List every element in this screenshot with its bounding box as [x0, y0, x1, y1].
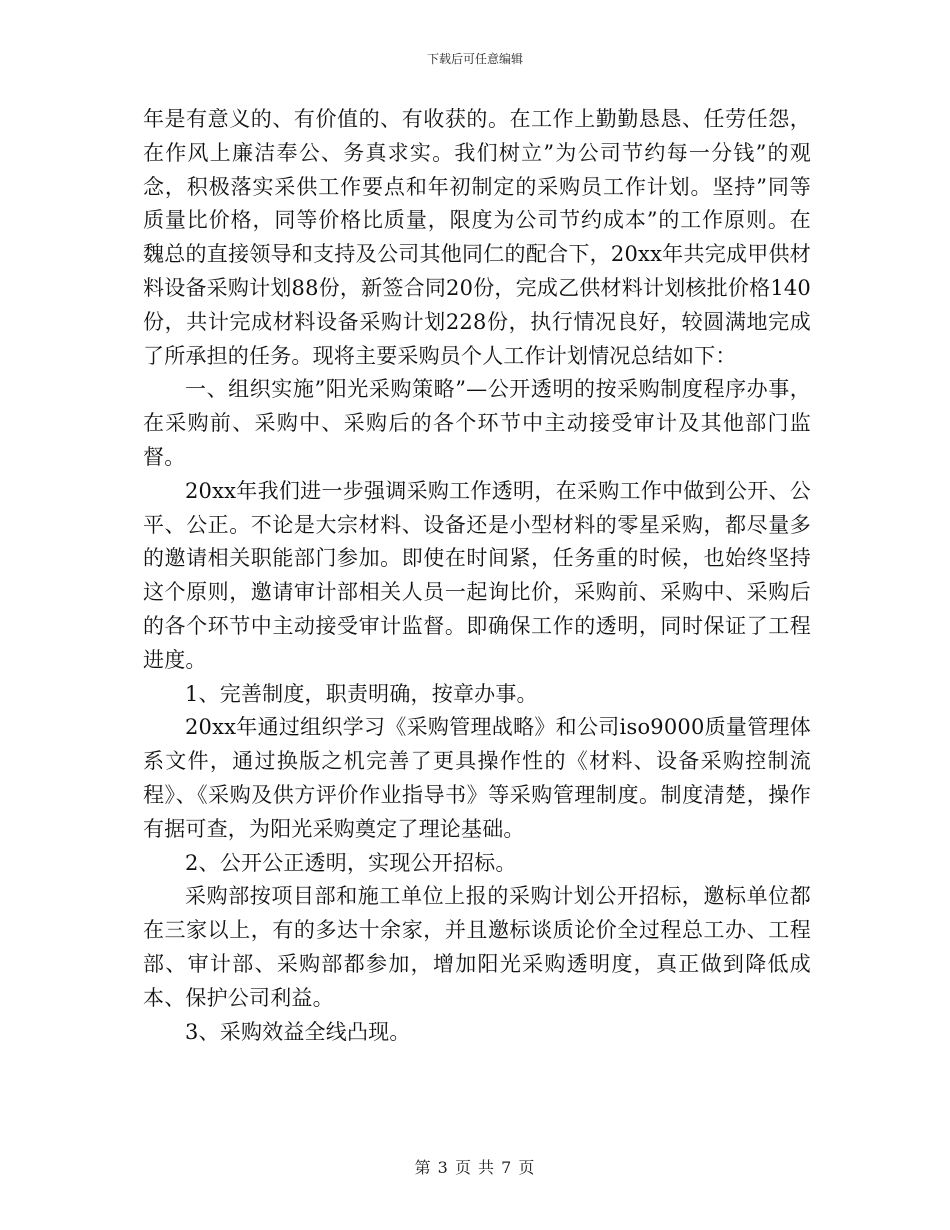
paragraph-6: 2、公开公正透明，实现公开招标。: [185, 850, 517, 875]
paragraph-1: 年是有意义的、有价值的、有收获的。在工作上勤勤恳恳、任劳任怨，在作风上廉洁奉公、务真求实。我们树立”为公司节约每一分钱”的观念，积极落实采供工作要点和年初制定的采购员工作计划。坚持”同等质量比价格，同等价格比质量，限度为公司节约成本”的工作原则。在魏总的直接领导和支持及公司其他同仁的配合下，20xx年共完成甲供材料设备采购计划88份，新签合同20份，完成乙供材料计划核批价格140份，共计完成材料设备采购计划228份，执行情况良好，较圆满地完成了所承担的任务。现将主要采购员个人工作计划情况总结如下：: [143, 107, 811, 368]
page-number-footer: 第 3 页 共 7 页: [414, 1158, 536, 1177]
paragraph-4: 1、完善制度，职责明确，按章办事。: [185, 681, 538, 706]
page-header: 下载后可任意编辑: [426, 52, 523, 66]
paragraph-2: 一、组织实施”阳光采购策略”—公开透明的按采购制度程序办事，在采购前、采购中、采购后的各个环节中主动接受审计及其他部门监督。: [143, 377, 811, 469]
paragraph-3: 20xx年我们进一步强调采购工作透明，在采购工作中做到公开、公平、公正。不论是大宗材料、设备还是小型材料的零星采购，都尽量多的邀请相关职能部门参加。即使在时间紧，任务重的时候，也始终坚持这个原则，邀请审计部相关人员一起询比价，采购前、采购中、采购后的各个环节中主动接受审计监督。即确保工作的透明，同时保证了工程进度。: [143, 478, 811, 672]
paragraph-5: 20xx年通过组织学习《采购管理战略》和公司iso9000质量管理体系文件，通过换版之机完善了更具操作性的《材料、设备采购控制流程》、《采购及供方评价作业指导书》等采购管理制度。制度清楚，操作有据可查，为阳光采购奠定了理论基础。: [143, 715, 811, 841]
document-body: [143, 103, 811, 1049]
paragraph-8: 3、采购效益全线凸现。: [185, 1019, 411, 1044]
paragraph-7: 采购部按项目部和施工单位上报的采购计划公开招标，邀标单位都在三家以上，有的多达十余家，并且邀标谈质论价全过程总工办、工程部、审计部、采购部都参加，增加阳光采购透明度，真正做到降低成本、保护公司利益。: [143, 884, 811, 1010]
